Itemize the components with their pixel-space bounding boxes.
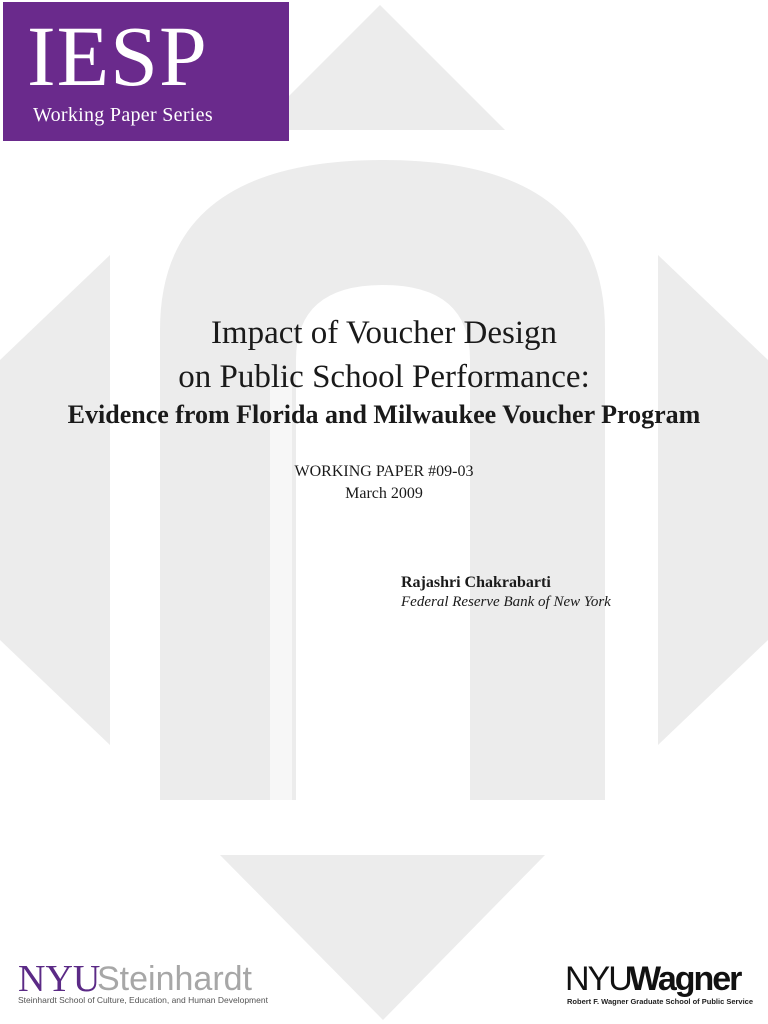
- series-name: Working Paper Series: [33, 104, 213, 126]
- steinhardt-nyu-text: NYU: [18, 958, 101, 1000]
- publication-date: March 2009: [345, 485, 423, 502]
- author-affiliation: Federal Reserve Bank of New York: [401, 594, 611, 610]
- steinhardt-tagline: Steinhardt School of Culture, Education, and Human Development: [18, 995, 268, 1005]
- iesp-logo-text: IESP: [27, 8, 208, 104]
- paper-title-line2: on Public School Performance:: [178, 359, 590, 395]
- watermark-diamond-top: [255, 5, 505, 130]
- author-name: Rajashri Chakrabarti: [401, 574, 551, 591]
- nyu-wagner-logo: [565, 959, 765, 1009]
- nyu-steinhardt-logo: [18, 958, 298, 1008]
- paper-title-line1: Impact of Voucher Design: [210, 315, 558, 351]
- wagner-name-text: Wagner: [629, 960, 741, 998]
- steinhardt-name-text: Steinhardt: [97, 960, 252, 998]
- paper-subtitle: Evidence from Florida and Milwaukee Voucher Program: [67, 400, 701, 429]
- wagner-tagline: Robert F. Wagner Graduate School of Public Service: [567, 997, 754, 1006]
- wagner-nyu-text: NYU: [565, 960, 631, 998]
- iesp-logo-block: [3, 2, 289, 141]
- working-paper-number: WORKING PAPER #09-03: [294, 463, 474, 480]
